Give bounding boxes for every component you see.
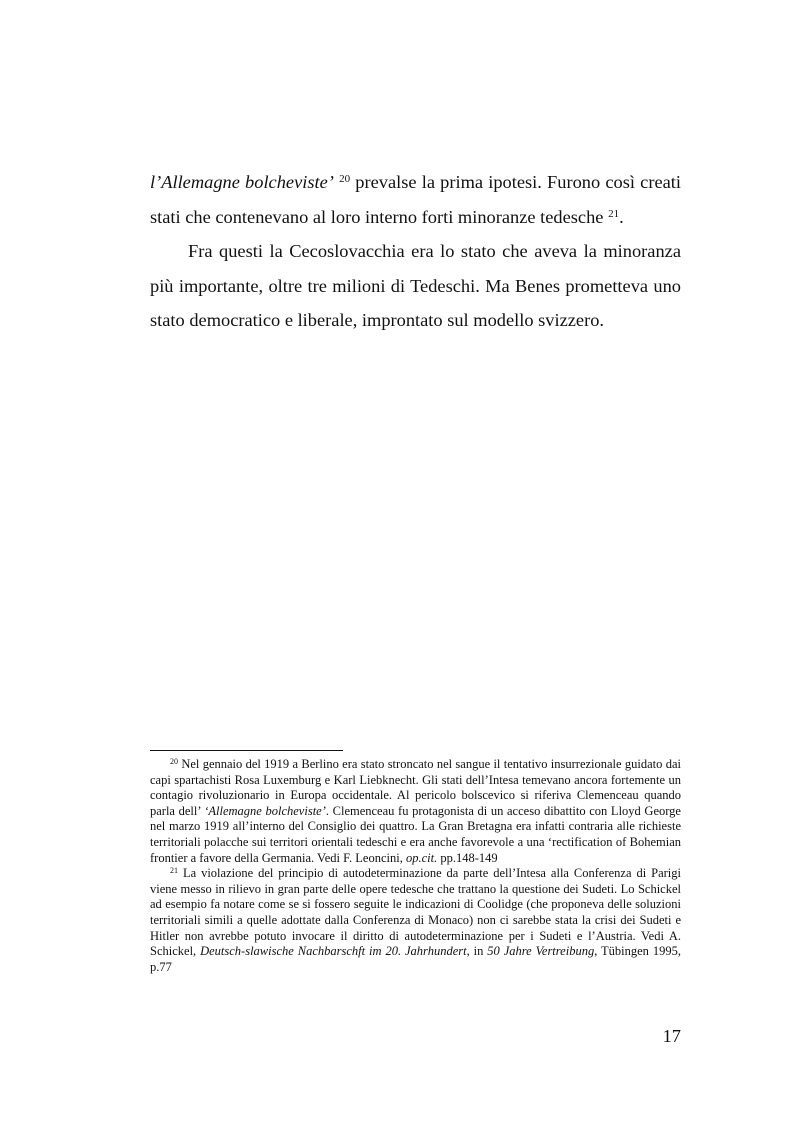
- footnote-ref-20[interactable]: 20: [339, 173, 351, 185]
- footnote-20: $^{20}$ Nel gennaio del 1919 a Berlino era stato stroncato nel sangue il tentativo insurrezionale guidato dai capi spartachisti Rosa Luxemburg e Karl Liebknecht. Gli stati dell’Intesa temevano ancora fortemente un contagio rivoluzionario in Europa occidentale. Al pericolo bolscevico si riferiva Clemenceau quando parla dell’ ‘Allemagne bolcheviste’. Clemenceau fu protagonista di un acceso dibattito con Lloyd George nel marzo 1919 all’interno del Consiglio dei quattro. La Gran Bretagna era infatti contraria alle richieste territoriali polacche sui territori orientali tedeschi e era anche favorevole a una ‘rectification of Bohemian frontier a favore della Germania. Vedi F. Leoncini, op.cit. pp.148-149: [150, 757, 681, 865]
- quoted-phrase: l’Allemagne bolcheviste’: [150, 172, 334, 192]
- footnotes: [150, 757, 681, 975]
- body-text: [150, 165, 681, 338]
- paragraph-1: l’Allemagne bolcheviste’ $^{20}$ prevalse la prima ipotesi. Furono così creati stati che contenevano al loro interno forti minoranze tedesche $^{21}$.: [150, 172, 681, 227]
- footnote-ref-21[interactable]: 21: [608, 207, 620, 220]
- page-number: 17: [662, 1026, 681, 1046]
- footnote-number: 20: [170, 757, 178, 766]
- footnote-separator: [150, 750, 343, 751]
- footnote-number: 21: [170, 866, 178, 876]
- paragraph-2: Fra questi la Cecoslovacchia era lo stato che aveva la minoranza più importante, oltre tre milioni di Tedeschi. Ma Benes prometteva uno stato democratico e liberale, improntato sul modello svizzero.: [150, 241, 681, 330]
- footnote-21: $^{21}$ La violazione del principio di autodeterminazione da parte dell’Intesa alla Conferenza di Parigi viene messo in rilievo in gran parte delle opere tedesche che trattano la questione dei Sudeti. Lo Schickel ad esempio fa notare come se si fossero seguite le indicazioni di Coolidge (che proponeva delle soluzioni territoriali simili a quelle adottate dalla Conferenza di Monaco) non ci sarebbe stata la crisi dei Sudeti e Hitler non avrebbe potuto invocare il diritto di autodeterminazione per i Sudeti e l’Austria. Vedi A. Schickel, Deutsch-slawische Nachbarschft im 20. Jahrhundert, in 50 Jahre Vertreibung, Tübingen 1995, p.77: [150, 866, 681, 974]
